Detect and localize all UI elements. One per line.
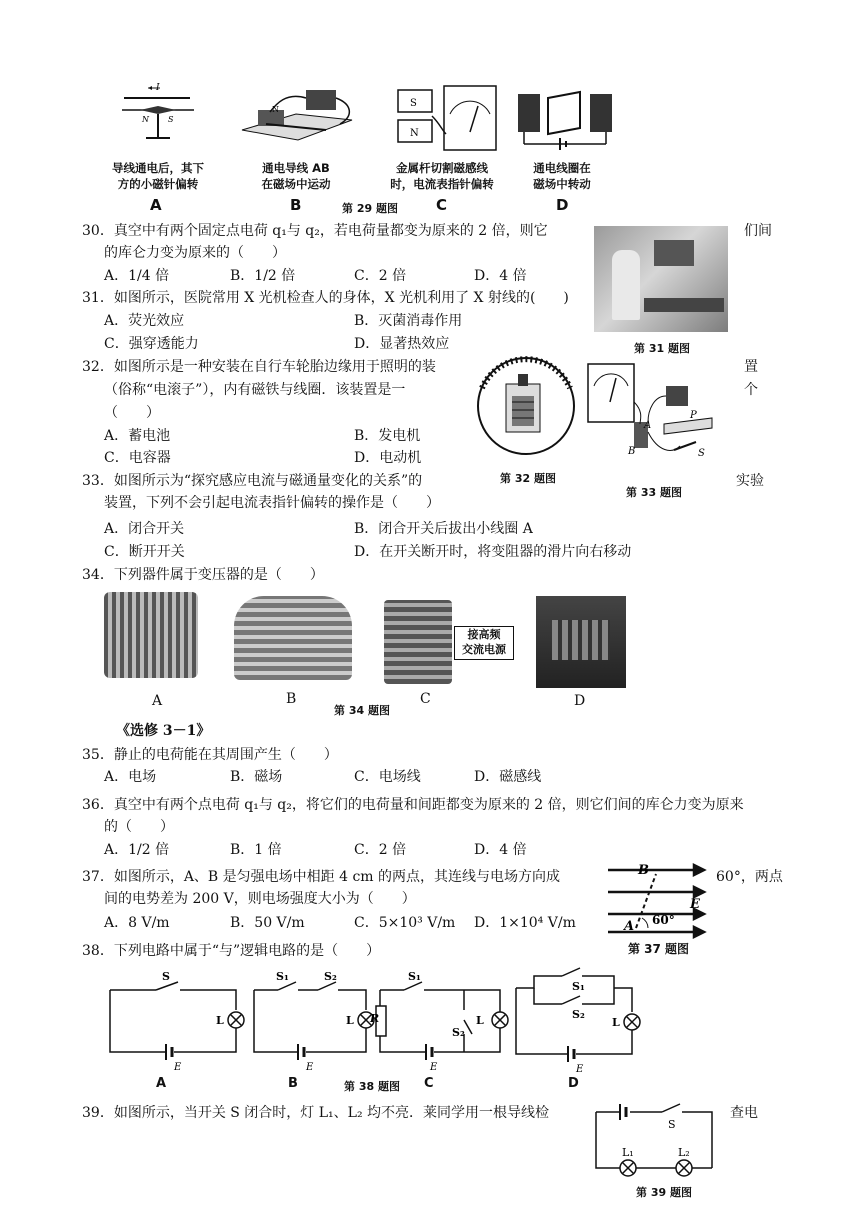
svg-text:B: B	[638, 863, 649, 878]
q30-stem-line1-tail: 们间	[744, 223, 772, 239]
q35-option-c: C．电场线	[354, 769, 421, 785]
fig29-c-illustration	[390, 84, 502, 154]
q39-stem-line1-tail: 查电	[730, 1105, 758, 1121]
q34-label-d: D	[574, 693, 586, 709]
q39-circuit-figure	[594, 1106, 716, 1180]
q38-stem: 38．下列电路中属于“与”逻辑电路的是（ ）	[82, 943, 381, 959]
svg-text:E: E	[430, 1062, 438, 1073]
fig29-current-label: I	[156, 83, 160, 93]
q32-figure-title: 第 32 题图	[500, 472, 556, 485]
q35-option-a: A．电场	[104, 769, 157, 785]
q37-option-a: A．8 V/m	[104, 915, 170, 931]
q37-stem-line2: 间的电势差为 200 V，则电场强度大小为（ ）	[104, 891, 416, 907]
q34-photo-d	[536, 596, 626, 688]
svg-text:E: E	[690, 897, 700, 912]
q36-option-a: A．1/2 倍	[104, 842, 170, 858]
svg-text:R: R	[370, 1012, 380, 1025]
fig29-label-c: C	[436, 196, 448, 214]
q39-stem-line1: 39．如图所示，当开关 S 闭合时，灯 L₁、L₂ 均不亮．莱同学用一根导线检	[82, 1105, 550, 1121]
svg-text:60°: 60°	[652, 913, 675, 927]
svg-text:L₁: L₁	[622, 1146, 634, 1159]
q32-option-d: D．电动机	[354, 450, 422, 466]
q33-option-d: D．在开关断开时，将变阻器的滑片向右移动	[354, 544, 632, 560]
svg-text:A: A	[644, 420, 652, 431]
q31-stem: 31．如图所示，医院常用 X 光机检查人的身体，X 光机利用了 X 射线的( )	[82, 290, 569, 306]
svg-text:S: S	[162, 970, 170, 983]
q31-option-d: D．显著热效应	[354, 336, 450, 352]
q36-option-c: C．2 倍	[354, 842, 407, 858]
fig29-b-illustration	[236, 84, 358, 148]
q34-label-b: B	[286, 691, 297, 707]
q38-label-d: D	[568, 1076, 579, 1091]
q35-stem: 35．静止的电荷能在其周围产生（ ）	[82, 747, 338, 763]
svg-text:S: S	[168, 115, 174, 124]
svg-text:S₂: S₂	[324, 970, 337, 983]
q38-circuit-b	[252, 970, 376, 1073]
q34-sign: 接高频 交流电源	[454, 626, 514, 660]
q34-label-a: A	[152, 693, 163, 709]
q37-field-figure	[604, 858, 708, 938]
q32-stem-line1: 32．如图所示是一种安装在自行车轮胎边缘用于照明的装	[82, 359, 436, 375]
q35-option-b: B．磁场	[230, 769, 283, 785]
fig29-d-illustration	[514, 88, 616, 154]
svg-text:N: N	[272, 105, 279, 114]
q30-option-c: C．2 倍	[354, 268, 407, 284]
q38-label-c: C	[424, 1076, 434, 1091]
svg-text:L: L	[476, 1014, 484, 1027]
fig29-label-b: B	[290, 196, 302, 214]
fig29-a-caption: 导线通电后，其下 方的小磁针偏转	[112, 161, 204, 191]
q32-dynamo-figure	[476, 356, 576, 460]
q35-option-d: D．磁感线	[474, 769, 542, 785]
q30-option-b: B．1/2 倍	[230, 268, 296, 284]
fig29-label-a: A	[150, 196, 162, 214]
q33-stem-line2: 装置，下列不会引起电流表指针偏转的操作是（ ）	[104, 495, 440, 511]
q37-stem-line1-tail: 60°，两点	[716, 869, 783, 885]
fig29-c-caption: 金属杆切割磁感线 时，电流表指针偏转	[390, 161, 494, 191]
svg-text:S₁: S₁	[572, 980, 585, 993]
q33-induction-figure	[584, 362, 716, 466]
q36-stem-line1: 36．真空中有两个点电荷 q₁与 q₂，将它们的电荷量和间距都变为原来的 2 倍，则它们间的库仑力变为原来	[82, 797, 744, 813]
q32-option-a: A．蓄电池	[104, 428, 171, 444]
q34-stem: 34．下列器件属于变压器的是（ ）	[82, 567, 324, 583]
svg-text:P: P	[690, 410, 697, 421]
q30-option-d: D．4 倍	[474, 268, 527, 284]
svg-text:A: A	[624, 919, 635, 934]
svg-text:N: N	[410, 128, 419, 139]
q31-option-b: B．灭菌消毒作用	[354, 313, 463, 329]
svg-text:E: E	[576, 1064, 584, 1075]
q37-figure-title: 第 37 题图	[628, 942, 690, 956]
q33-option-a: A．闭合开关	[104, 521, 185, 537]
q30-option-a: A．1/4 倍	[104, 268, 170, 284]
svg-text:L: L	[612, 1016, 620, 1029]
q38-circuit-c	[370, 970, 506, 1073]
q37-stem-line1: 37．如图所示，A、B 是匀强电场中相距 4 cm 的两点，其连线与电场方向成	[82, 869, 561, 885]
q31-figure-title: 第 31 题图	[634, 342, 690, 355]
q32-stem-line3: （ ）	[104, 405, 160, 421]
q34-photo-c	[384, 600, 452, 684]
q36-option-b: B．1 倍	[230, 842, 282, 858]
svg-text:E: E	[306, 1062, 314, 1073]
q34-figure-title: 第 34 题图	[334, 704, 390, 717]
fig29-a-illustration	[118, 82, 198, 144]
q38-label-b: B	[288, 1076, 298, 1091]
q38-circuit-d	[514, 972, 640, 1075]
q37-option-d: D．1×10⁴ V/m	[474, 915, 576, 931]
svg-text:N: N	[142, 115, 149, 124]
q33-option-b: B．闭合开关后拔出小线圈 A	[354, 521, 533, 537]
q37-option-c: C．5×10³ V/m	[354, 915, 456, 931]
q33-stem-line1: 33．如图所示为“探究感应电流与磁通量变化的关系”的	[82, 473, 423, 489]
svg-text:B: B	[628, 446, 636, 457]
fig29-b-caption: 通电导线 AB 在磁场中运动	[261, 161, 331, 191]
svg-text:S₂: S₂	[452, 1026, 465, 1039]
svg-text:S: S	[668, 1118, 676, 1131]
svg-text:S₂: S₂	[572, 1008, 585, 1021]
q31-option-c: C．强穿透能力	[104, 336, 199, 352]
q30-stem-line2: 的库仑力变为原来的（ ）	[104, 245, 286, 261]
q32-stem-line2: （俗称“电滚子”），内有磁铁与线圈．该装置是一	[104, 382, 406, 398]
q33-stem-line1-tail: 实验	[736, 473, 764, 489]
q32-option-b: B．发电机	[354, 428, 421, 444]
svg-text:L: L	[346, 1014, 354, 1027]
q37-option-b: B．50 V/m	[230, 915, 305, 931]
q32-stem-line2-tail: 个	[744, 382, 758, 398]
svg-text:L: L	[216, 1014, 224, 1027]
svg-text:L₂: L₂	[678, 1146, 690, 1159]
svg-text:S: S	[410, 98, 417, 109]
q39-figure-title: 第 39 题图	[636, 1186, 692, 1199]
fig29-label-d: D	[556, 196, 569, 214]
q30-stem-line1: 30．真空中有两个固定点电荷 q₁与 q₂，若电荷量都变为原来的 2 倍，则它	[82, 223, 548, 239]
fig29-title: 第 29 题图	[342, 202, 398, 215]
q34-label-c: C	[420, 691, 431, 707]
q32-stem-line1-tail: 置	[744, 359, 758, 375]
fig29-d-caption: 通电线圈在 磁场中转动	[533, 161, 591, 191]
svg-text:S₁: S₁	[276, 970, 289, 983]
section-heading: 《选修 3－1》	[116, 723, 211, 739]
svg-text:S: S	[698, 448, 705, 459]
svg-text:E: E	[174, 1062, 182, 1073]
q36-option-d: D．4 倍	[474, 842, 527, 858]
q34-photo-b	[234, 596, 352, 680]
q38-figure-title: 第 38 题图	[344, 1080, 400, 1093]
q31-option-a: A．荧光效应	[104, 313, 185, 329]
q33-option-c: C．断开开关	[104, 544, 185, 560]
q34-photo-a	[104, 592, 198, 678]
svg-text:S₁: S₁	[408, 970, 421, 983]
q33-figure-title: 第 33 题图	[626, 486, 682, 499]
q32-option-c: C．电容器	[104, 450, 171, 466]
q36-stem-line2: 的（ ）	[104, 819, 174, 835]
q31-xray-photo	[594, 226, 728, 332]
q38-label-a: A	[156, 1076, 167, 1091]
q38-circuit-a	[108, 970, 240, 1073]
